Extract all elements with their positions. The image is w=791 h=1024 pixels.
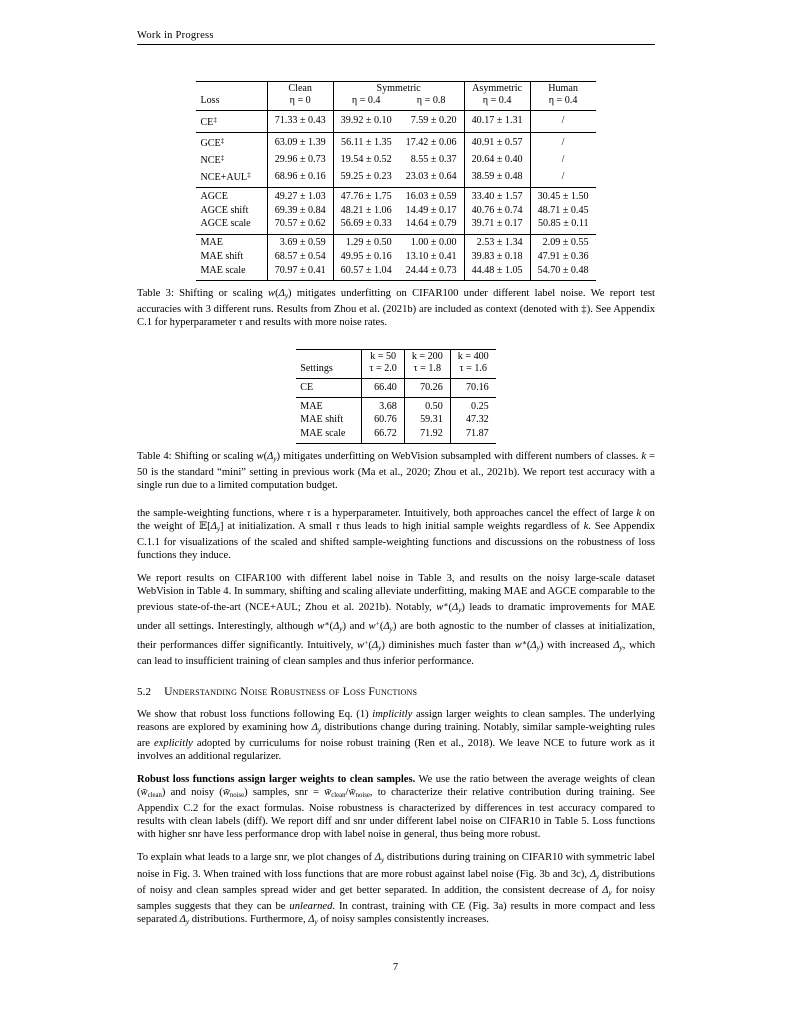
table-3-cell-asym04: 20.64 ± 0.40 <box>464 152 530 169</box>
table-3-cell-loss: GCE‡ <box>196 132 267 151</box>
table-3-header-group-row <box>196 82 595 96</box>
table-4-caption: Table 4: Shifting or scaling $w(\Delta_y)$ mitigates underfitting on WebVision subsampled with different numbers of classes. k = 50 is the standard “mini” setting in previous work (Ma et al., 2020; Zhou et al., 2021b). We report test accuracy with a single run due to a limited computation budget. <box>137 451 655 492</box>
table-4-header-k-50: k = 50 <box>362 350 404 364</box>
table-row <box>296 379 495 398</box>
table-4-header-settings: Settings <box>300 363 333 375</box>
table-3-cell-loss: CE‡ <box>196 110 267 132</box>
table-3-group-asymmetric: Asymmetric <box>464 82 530 96</box>
table-3-corner-blank <box>196 82 267 96</box>
table-3-header-loss: Loss <box>200 95 220 107</box>
running-header: Work in Progress <box>137 30 655 45</box>
table-4-cell-setting: MAE shift <box>300 414 344 426</box>
section-heading-5-2 <box>137 685 655 698</box>
table-4-cell-k50: 3.68 <box>362 397 404 413</box>
section-title: Understanding Noise Robustness of Loss Functions <box>164 684 418 698</box>
table-4-cell-setting: MAE <box>296 397 362 413</box>
table-3-cell-sym08: 23.03 ± 0.64 <box>405 170 457 182</box>
table-3-cell-clean: 70.57 ± 0.62 <box>267 218 333 234</box>
table-row <box>196 234 595 250</box>
table-4-header-tau-3: τ = 1.6 <box>450 363 495 378</box>
table-4-cell-setting: CE <box>296 379 362 398</box>
dagger-icon: ‡ <box>220 137 225 146</box>
table-row <box>196 152 595 169</box>
page-number: 7 <box>392 962 399 973</box>
table-3-cell-sym08: 17.42 ± 0.06 <box>399 132 464 151</box>
table-3-cell-clean: 70.97 ± 0.41 <box>267 264 333 280</box>
table-3-cell-sym04: 47.76 ± 1.75 <box>333 188 398 204</box>
table-row <box>196 264 595 280</box>
table-4-cell-k400: 70.16 <box>450 379 495 398</box>
table-3-header-eta-sym-08: η = 0.8 <box>416 95 446 107</box>
table-4-cell-k400: 47.32 <box>450 414 495 428</box>
table-3-cell-asym04: 38.59 ± 0.48 <box>464 168 530 187</box>
table-3-cell-sym04: 56.11 ± 1.35 <box>333 132 398 151</box>
table-4-cell-k200: 59.31 <box>404 414 450 428</box>
table-3-cell-loss: MAE shift <box>200 251 244 262</box>
table-3-cell-human: / <box>530 132 595 151</box>
table-4-header-k-400: k = 400 <box>450 350 495 364</box>
table-3-cell-human: / <box>530 152 595 169</box>
table-3-header-eta-human-04: η = 0.4 <box>530 95 595 110</box>
table-3-cell-loss: MAE <box>196 234 267 250</box>
table-4-header-tau-1: τ = 2.0 <box>362 363 404 378</box>
table-3-cell-clean: 71.33 ± 0.43 <box>267 110 333 132</box>
paragraph-robust-loss-intro: We show that robust loss functions following Eq. (1) implicitly assign larger weights to clean samples. The underlying reasons are explored by examining how $\Delta_y$ distributions change during training. Notably, similar sample-weighting rules are explicitly adopted by curriculums for noise robust training (Ren et al., 2018). We leave NCE to future work as it involves an additional regularizer. <box>137 708 655 763</box>
table-3 <box>196 81 595 281</box>
table-3-cell-asym04: 39.71 ± 0.17 <box>464 218 530 234</box>
table-3-header-eta-clean: η = 0 <box>267 95 333 110</box>
table-3-group-clean: Clean <box>267 82 333 96</box>
table-4-header-k-row <box>296 350 495 364</box>
table-3-cell-clean: 68.57 ± 0.54 <box>267 250 333 264</box>
paragraph-results: We report results on CIFAR100 with different label noise in Table 3, and results on the noisy large-scale dataset WebVision in Table 4. In summary, shifting and scaling alleviate underfitting, making MAE and AGCE comparable to the previous state-of-the-art (NCE+AUL; Zhou et al. 2021b). Notably, $w^∗(\Delta_y)$ leads to dramatic improvements for MAE under all settings. Interestingly, although $w^∗(\Delta_y)$ and $w^+(\Delta_y)$ are both agnostic to the number of classes at initialization, their performances differ significantly. Intuitively, $w^+(\Delta_y)$ diminishes much faster than $w^∗(\Delta_y)$ with increased $\Delta_y$, which can lead to insufficient training of clean samples and thus inferior performance. <box>137 572 656 667</box>
table-3-header-noise-row <box>196 95 595 110</box>
table-3-group-human: Human <box>530 82 595 96</box>
table-3-cell-human: 48.71 ± 0.45 <box>530 204 595 218</box>
table-3-cell-clean: 3.69 ± 0.59 <box>267 234 333 250</box>
table-3-cell-human: 2.09 ± 0.55 <box>530 234 595 250</box>
table-3-cell-clean: 68.96 ± 0.16 <box>267 168 333 187</box>
table-row <box>196 168 595 187</box>
table-4-cell-setting: MAE scale <box>296 428 362 444</box>
table-4-cell-k50: 60.76 <box>362 414 404 428</box>
table-3-cell-sym04: 48.21 ± 1.06 <box>333 204 398 218</box>
table-3-cell-sym04: 59.25 ± 0.23 <box>333 168 398 187</box>
dagger-icon: ‡ <box>247 171 251 180</box>
table-4-header-tau-2: τ = 1.8 <box>404 363 450 378</box>
table-3-cell-sym08: 14.64 ± 0.79 <box>405 218 457 230</box>
section-number: 5.2 <box>137 685 152 698</box>
table-4-header-k-200: k = 200 <box>404 350 450 364</box>
table-3-cell-clean: 29.96 ± 0.73 <box>267 152 333 169</box>
table-3-cell-loss: AGCE shift <box>200 204 249 216</box>
table-4-cell-k50: 66.40 <box>362 379 404 398</box>
table-3-cell-sym08: 7.59 ± 0.20 <box>399 110 464 132</box>
table-3-cell-loss: AGCE <box>196 188 267 204</box>
table-row <box>296 428 495 444</box>
table-3-cell-sym08: 8.55 ± 0.37 <box>410 153 457 165</box>
table-3-cell-human: 47.91 ± 0.36 <box>530 250 595 264</box>
dagger-icon: ‡ <box>213 115 217 124</box>
table-3-cell-sym04: 49.95 ± 0.16 <box>333 250 398 264</box>
table-3-cell-asym04: 39.83 ± 0.18 <box>464 250 530 264</box>
paragraph-delta-distributions: To explain what leads to a large snr, we plot changes of $\Delta_y$ distributions during training on CIFAR10 with symmetric label noise in Fig. 3. When trained with loss functions that are more robust against label noise (Fig. 3b and 3c), $\Delta_y$ distributions of noisy and clean samples spread wider and get better separated. In addition, the consistent decrease of $\Delta_y$ for noisy samples suggests that they can be unlearned. In contrast, training with CE (Fig. 3a) results in more compact and less separated $\Delta_y$ distributions. Furthermore, $\Delta_y$ of noisy samples consistently increases. <box>137 852 655 926</box>
table-row <box>196 188 595 204</box>
table-3-cell-sym04: 39.92 ± 0.10 <box>333 110 398 132</box>
table-3-cell-sym08: 14.49 ± 0.17 <box>405 204 457 216</box>
table-4-header-tau-row <box>296 363 495 378</box>
table-4 <box>296 349 495 444</box>
table-3-cell-sym08: 13.10 ± 0.41 <box>405 251 457 262</box>
table-3-cell-loss: MAE scale <box>196 264 267 280</box>
table-4-corner-blank <box>296 350 362 364</box>
paragraph-sample-weighting: the sample-weighting functions, where τ is a hyperparameter. Intuitively, both approaches cancel the effect of large k on the weight of $𝔼[\Delta_y]$ at initialization. A small τ thus leads to high initial sample weights regardless of k. See Appendix C.1.1 for visualizations of the scaled and shifted sample-weighting functions and discussions on the robustness of loss functions they induce. <box>137 507 656 561</box>
table-4-cell-k400: 71.87 <box>450 428 495 444</box>
table-3-cell-loss: AGCE scale <box>200 218 251 230</box>
table-4-cell-k200: 70.26 <box>404 379 450 398</box>
table-row <box>196 132 595 151</box>
table-3-cell-sym04: 19.54 ± 0.52 <box>333 152 398 169</box>
table-row <box>196 110 595 132</box>
table-3-caption: Table 3: Shifting or scaling $w(\Delta_y)$ mitigates underfitting on CIFAR100 under different label noise. We report test accuracies with 3 different runs. Results from Zhou et al. (2021b) are included as context (denoted with ‡). See Appendix C.1 for hyperparameter τ and results with more noise rates. <box>137 287 655 329</box>
table-3-cell-loss: NCE+AUL‡ <box>200 171 251 184</box>
table-3-cell-clean: 63.09 ± 1.39 <box>267 132 333 151</box>
table-3-cell-asym04: 40.76 ± 0.74 <box>464 204 530 218</box>
table-3-group-symmetric: Symmetric <box>333 82 464 96</box>
table-row <box>196 218 595 234</box>
table-3-cell-human: / <box>530 168 595 187</box>
table-3-header-eta-sym-04: η = 0.4 <box>333 95 398 110</box>
table-3-cell-asym04: 44.48 ± 1.05 <box>464 264 530 280</box>
table-3-cell-sym04: 1.29 ± 0.50 <box>333 234 398 250</box>
table-row <box>196 204 595 218</box>
page-content <box>137 30 655 939</box>
table-3-wrapper <box>137 81 655 281</box>
table-4-cell-k200: 0.50 <box>404 397 450 413</box>
table-4-wrapper <box>137 349 655 444</box>
table-row <box>296 414 495 428</box>
paragraph-lead-in-bold: Robust loss functions assign larger weights to clean samples. <box>137 774 416 786</box>
dagger-icon: ‡ <box>220 154 225 163</box>
table-3-cell-asym04: 33.40 ± 1.57 <box>464 188 530 204</box>
table-3-cell-sym08: 16.03 ± 0.59 <box>399 188 464 204</box>
table-3-cell-human: 50.85 ± 0.11 <box>530 218 595 234</box>
table-3-cell-asym04: 40.17 ± 1.31 <box>464 110 530 132</box>
table-4-cell-k400: 0.25 <box>450 397 495 413</box>
table-row <box>196 250 595 264</box>
paragraph-snr: Robust loss functions assign larger weights to clean samples. We use the ratio between the average weights of clean (w̄clean) and noisy (w̄noise) samples, snr = w̄clean/w̄noise, to characterize their relative contribution during training. See Appendix C.2 for the exact formulas. Noise robustness is characterized by differences in test accuracy compared to results with clean labels (diff). We report diff and snr under different label noise on CIFAR10 in Table 5. Loss functions with higher snr have less performance drop with label noise in general, thus being more robust. <box>137 774 655 841</box>
table-3-cell-sym04: 60.57 ± 1.04 <box>333 264 398 280</box>
table-3-cell-sym04: 56.69 ± 0.33 <box>333 218 398 234</box>
table-4-cell-k200: 71.92 <box>404 428 450 444</box>
table-3-cell-loss: NCE‡ <box>200 154 225 167</box>
table-3-cell-human: 30.45 ± 1.50 <box>530 188 595 204</box>
table-4-cell-k50: 66.72 <box>362 428 404 444</box>
table-row <box>296 397 495 413</box>
table-3-cell-sym08: 1.00 ± 0.00 <box>399 234 464 250</box>
table-3-cell-asym04: 2.53 ± 1.34 <box>464 234 530 250</box>
table-3-cell-clean: 49.27 ± 1.03 <box>267 188 333 204</box>
table-3-cell-asym04: 40.91 ± 0.57 <box>464 132 530 151</box>
table-3-cell-human: / <box>530 110 595 132</box>
table-3-cell-sym08: 24.44 ± 0.73 <box>399 264 464 280</box>
table-3-cell-clean: 69.39 ± 0.84 <box>267 204 333 218</box>
table-3-cell-human: 54.70 ± 0.48 <box>530 264 595 280</box>
table-3-header-eta-asym-04: η = 0.4 <box>464 95 530 110</box>
